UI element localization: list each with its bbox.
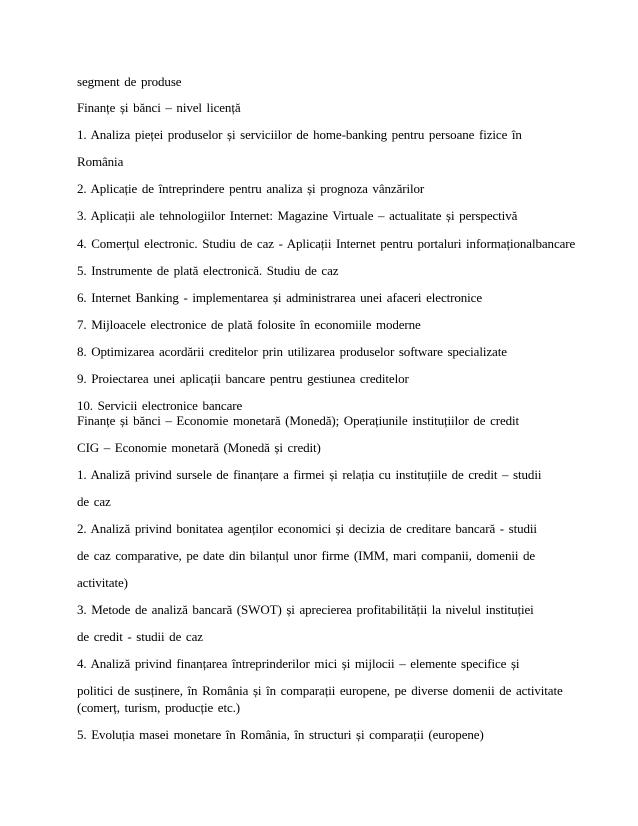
text-line: 4. Analiză privind finanțarea întreprinderilor mici și mijlocii – elemente specifice și <box>77 656 520 671</box>
text-line: Finanțe și bănci – nivel licență <box>77 100 241 115</box>
text-line: segment de produse <box>77 74 182 89</box>
text-line: România <box>77 154 124 169</box>
text-line: 4. Comerțul electronic. Studiu de caz - Aplicații Internet pentru portaluri informaționalbancare <box>77 236 576 251</box>
text-line: 7. Mijloacele electronice de plată folosite în economiile moderne <box>77 317 421 332</box>
text-line: Finanțe și bănci – Economie monetară (Monedă); Operațiunile instituțiilor de credit <box>77 413 520 428</box>
text-line: 2. Aplicație de întreprindere pentru analiza și prognoza vânzărilor <box>77 181 425 196</box>
text-line: 5. Instrumente de plată electronică. Studiu de caz <box>77 263 339 278</box>
text-line: 6. Internet Banking - implementarea și administrarea unei afaceri electronice <box>77 290 483 305</box>
text-line: 9. Proiectarea unei aplicații bancare pentru gestiunea creditelor <box>77 371 409 386</box>
text-line: 8. Optimizarea acordării creditelor prin utilizarea produselor software specializate <box>77 344 507 359</box>
text-line: 2. Analiză privind bonitatea agenților economici și decizia de creditare bancară - studii <box>77 521 537 536</box>
text-line: (comerț, turism, producție etc.) <box>77 700 241 715</box>
text-line: de caz comparative, pe date din bilanțul unor firme (IMM, mari companii, domenii de <box>77 548 536 563</box>
text-line: 1. Analiza pieței produselor și serviciilor de home-banking pentru persoane fizice în <box>77 127 522 142</box>
text-line: 1. Analiză privind sursele de finanțare a firmei și relația cu instituțiile de credit – studii <box>77 467 542 482</box>
text-line: CIG – Economie monetară (Monedă și credit) <box>77 440 321 455</box>
text-line: 3. Aplicații ale tehnologiilor Internet: Magazine Virtuale – actualitate și perspectivă <box>77 208 518 223</box>
text-line: 10. Servicii electronice bancare <box>77 398 243 413</box>
text-line: de caz <box>77 494 111 509</box>
text-line: de credit - studii de caz <box>77 629 203 644</box>
text-line: politici de susținere, în România și în comparații europene, pe diverse domenii de activitate <box>77 683 563 698</box>
text-line: 5. Evoluția masei monetare în România, în structuri și comparații (europene) <box>77 727 484 742</box>
text-line: activitate) <box>77 575 128 590</box>
text-line: 3. Metode de analiză bancară (SWOT) și aprecierea profitabilității la nivelul instituției <box>77 602 534 617</box>
